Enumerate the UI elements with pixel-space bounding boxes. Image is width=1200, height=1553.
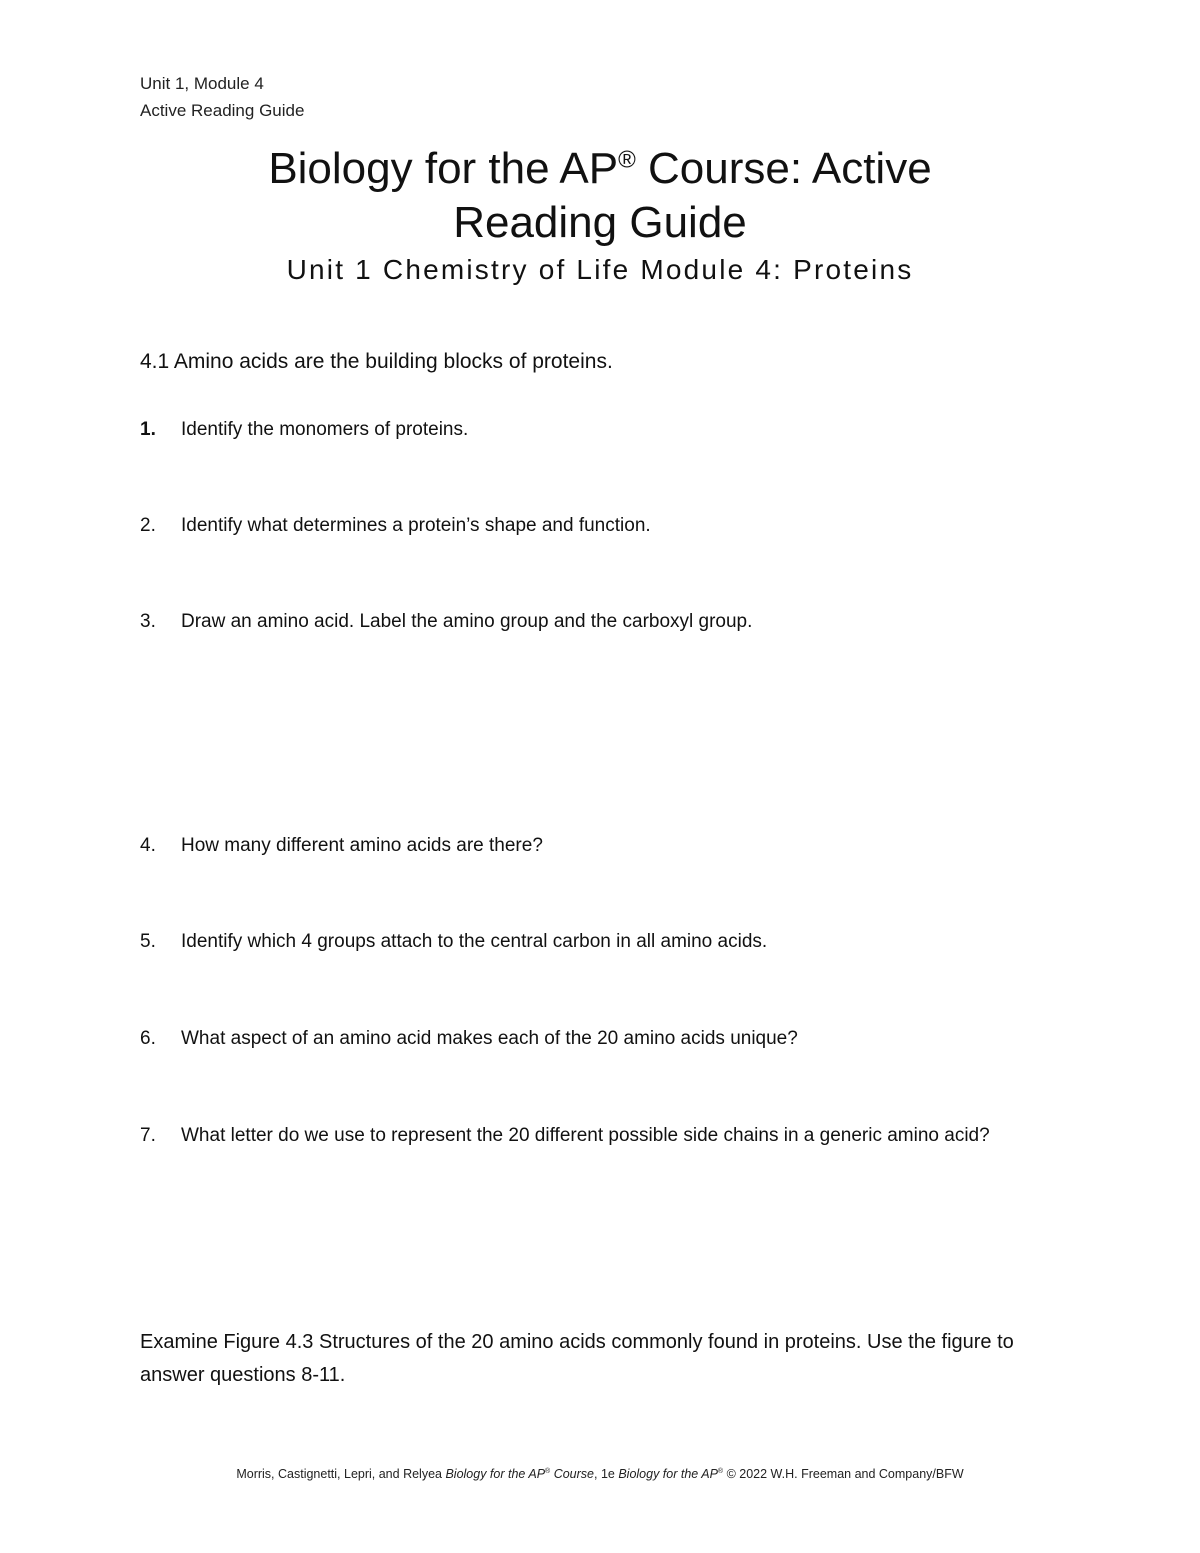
footer-book-title-2: Biology for the AP — [618, 1467, 718, 1482]
header-unit-module: Unit 1, Module 4 — [140, 74, 264, 93]
footer-copyright: © 2022 W.H. Freeman and Company/BFW — [723, 1467, 964, 1482]
question-number: 6. — [140, 1028, 156, 1049]
header-guide-label: Active Reading Guide — [140, 101, 305, 120]
page-title-line-1 — [0, 143, 1200, 195]
page-title-line-2: Reading Guide — [453, 198, 747, 247]
question-1 — [140, 414, 1060, 445]
question-text: Identify what determines a protein’s shape and function. — [181, 515, 651, 536]
question-3 — [140, 606, 1060, 637]
question-2 — [140, 510, 1060, 541]
footer-sup-mark-2: ® — [717, 1468, 724, 1475]
question-number: 2. — [140, 515, 156, 536]
question-text: Identify the monomers of proteins. — [181, 419, 469, 440]
question-4 — [140, 830, 1060, 861]
title-suffix: Course: Active — [635, 144, 932, 193]
question-7 — [140, 1120, 1060, 1151]
examine-figure-instruction: Examine Figure 4.3 Structures of the 20 amino acids commonly found in proteins. Use the figure to answer questions 8-11. — [140, 1331, 1014, 1386]
footer-book-title-1-end: Course — [550, 1467, 594, 1482]
question-text: How many different amino acids are there? — [181, 835, 543, 856]
question-number: 1. — [140, 419, 156, 440]
question-text: What aspect of an amino acid makes each of the 20 amino acids unique? — [181, 1028, 798, 1049]
section-heading: 4.1 Amino acids are the building blocks of proteins. — [140, 350, 613, 373]
footer-book-title-1: Biology for the AP — [445, 1467, 546, 1482]
question-text: Draw an amino acid. Label the amino group and the carboxyl group. — [181, 611, 753, 632]
question-5 — [140, 926, 1060, 957]
footer-sup-mark-1: ® — [545, 1468, 551, 1475]
question-number: 7. — [140, 1125, 156, 1146]
question-text: What letter do we use to represent the 20 different possible side chains in a generic amino acid? — [181, 1125, 990, 1146]
question-text: Identify which 4 groups attach to the central carbon in all amino acids. — [181, 931, 768, 952]
footer-edition: , 1e — [594, 1467, 619, 1482]
page-subtitle: Unit 1 Chemistry of Life Module 4: Proteins — [286, 254, 914, 285]
page-footer — [0, 1463, 1200, 1483]
question-number: 5. — [140, 931, 156, 952]
title-prefix: Biology for the AP — [268, 144, 619, 193]
question-number: 4. — [140, 835, 156, 856]
footer-authors: Morris, Castignetti, Lepri, and Relyea — [236, 1467, 446, 1482]
question-6 — [140, 1023, 1060, 1054]
registered-mark: ® — [618, 146, 636, 174]
question-number: 3. — [140, 611, 156, 632]
